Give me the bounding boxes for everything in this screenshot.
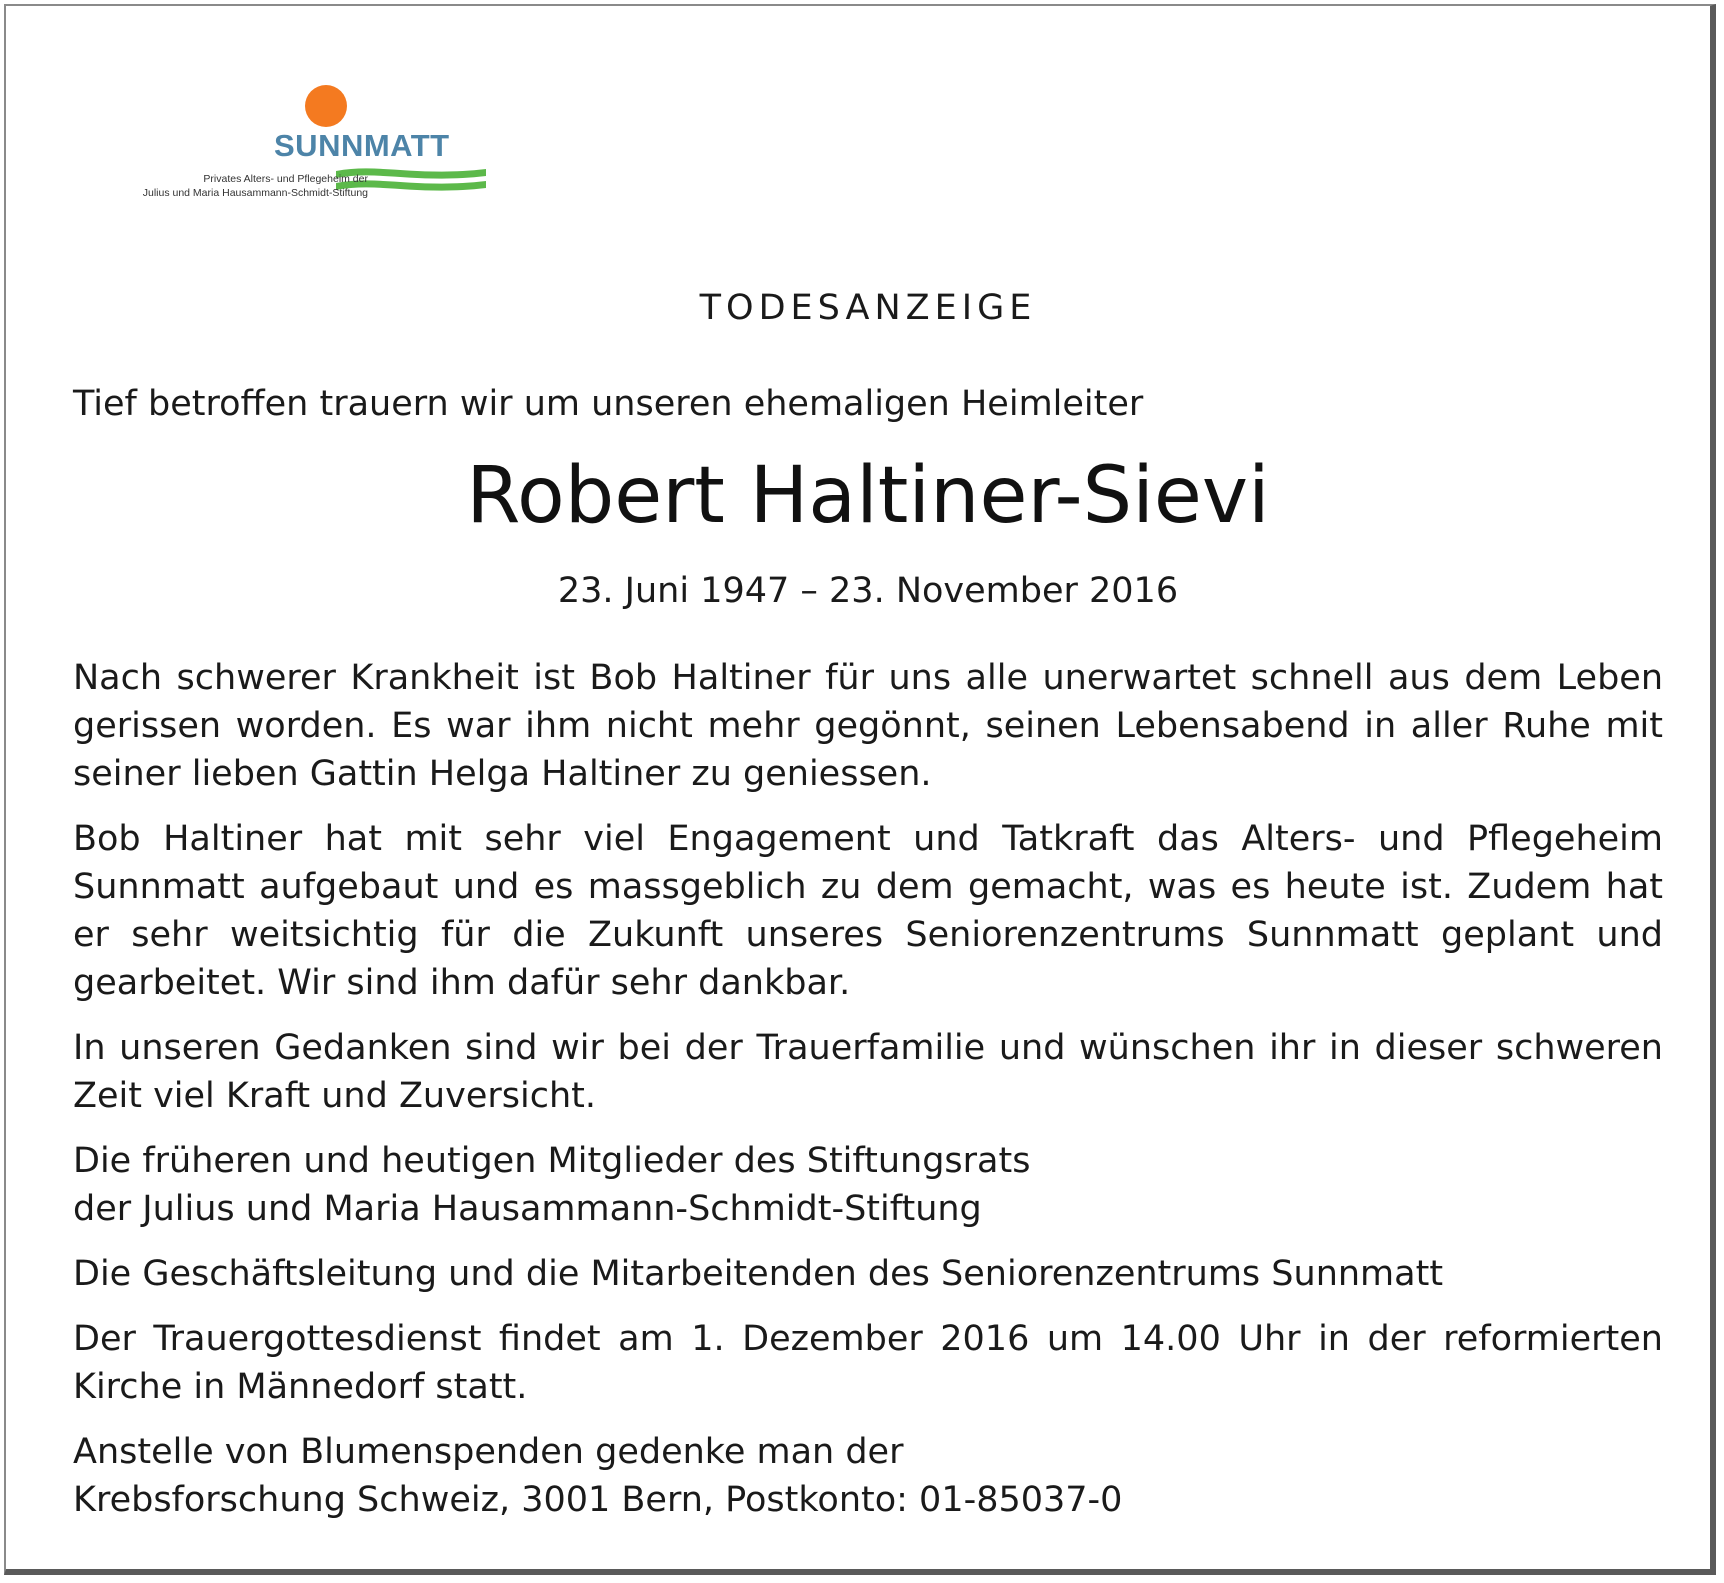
paragraph-achievements: Bob Haltiner hat mit sehr viel Engagement und Tatkraft das Alters- und Pflegeheim Sunnmatt aufgebaut und es massgeblich zu dem gemacht, was es heute ist. Zudem hat er sehr weitsichtig für die Zukunft unseres Seniorenzentrums Sunnmatt geplant und gearbeitet. Wir sind ihm dafür sehr dankbar. [73,819,1663,1003]
deceased-name: Robert Haltiner-Sievi [466,451,1270,541]
signatory-board-line-1: Die früheren und heutigen Mitglieder des Stiftungsrats [73,1141,1031,1181]
signatory-board-line-2: der Julius und Maria Hausammann-Schmidt-Stiftung [73,1189,982,1229]
paragraph-illness: Nach schwerer Krankheit ist Bob Haltiner für uns alle unerwartet schnell aus dem Leben gerissen worden. Es war ihm nicht mehr gegönnt, seinen Lebensabend in aller Ruhe mit seiner lieben Gattin Helga Haltiner zu geniessen. [73,658,1663,794]
logo-subtitle-line-2: Julius und Maria Hausammann-Schmidt-Stiftung [142,187,368,199]
paragraph-condolences: In unseren Gedanken sind wir bei der Trauerfamilie und wünschen ihr in dieser schweren Zeit viel Kraft und Zuversicht. [73,1028,1663,1116]
sun-icon [305,85,347,127]
document-type-heading: TODESANZEIGE [699,288,1037,328]
funeral-service-info: Der Trauergottesdienst findet am 1. Dezember 2016 um 14.00 Uhr in der reformierten Kirche in Männedorf statt. [73,1319,1663,1407]
death-notice-page [4,4,1716,1575]
donation-line-2: Krebsforschung Schweiz, 3001 Bern, Postkonto: 01-85037-0 [73,1480,1123,1520]
logo-subtitle-line-1: Privates Alters- und Pflegeheim der [203,173,368,185]
signatory-board [73,1137,1663,1233]
signatory-management: Die Geschäftsleitung und die Mitarbeitenden des Seniorenzentrums Sunnmatt [73,1254,1444,1294]
donation-info [73,1428,1663,1524]
sunnmatt-logo [98,84,498,214]
notice-body [73,654,1663,1541]
intro-line: Tief betroffen trauern wir um unseren ehemaligen Heimleiter [73,384,1144,424]
logo-subtitle [143,172,368,200]
life-dates: 23. Juni 1947 – 23. November 2016 [557,571,1179,611]
logo-wordmark: SUNNMATT [274,128,450,163]
donation-line-1: Anstelle von Blumenspenden gedenke man der [73,1432,904,1472]
